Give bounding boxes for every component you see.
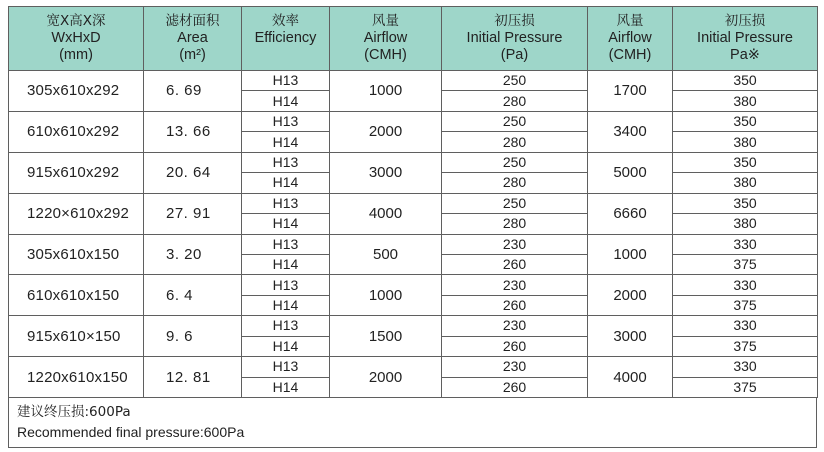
airflow-1-cell: 500 [330, 234, 442, 275]
table-body [9, 71, 818, 398]
airflow-1-cell: 2000 [330, 357, 442, 398]
header-initial-pressure-2 [673, 7, 818, 71]
pressure-1-cell: 280 [442, 214, 588, 234]
size-cell: 1220x610x150 [9, 357, 144, 398]
header-line: Airflow [608, 30, 652, 46]
pressure-2-cell: 375 [673, 336, 818, 356]
size-cell: 915x610×150 [9, 316, 144, 357]
airflow-2-cell: 4000 [588, 357, 673, 398]
size-cell: 305x610x292 [9, 71, 144, 112]
header-line: Initial Pressure [466, 30, 563, 46]
pressure-1-cell: 230 [442, 316, 588, 336]
header-line: (Pa) [500, 47, 529, 63]
efficiency-cell: H13 [242, 357, 330, 377]
airflow-2-cell: 5000 [588, 152, 673, 193]
efficiency-cell: H13 [242, 316, 330, 336]
pressure-1-cell: 230 [442, 357, 588, 377]
pressure-1-cell: 280 [442, 132, 588, 152]
header-efficiency [242, 7, 330, 71]
size-cell: 610x610x292 [9, 111, 144, 152]
size-cell: 610x610x150 [9, 275, 144, 316]
airflow-2-cell: 1700 [588, 71, 673, 112]
pressure-2-cell: 330 [673, 275, 818, 295]
header-line: (mm) [59, 47, 93, 63]
header-area [144, 7, 242, 71]
pressure-1-cell: 250 [442, 111, 588, 131]
pressure-2-cell: 380 [673, 173, 818, 193]
header-line: (CMH) [364, 47, 407, 63]
pressure-2-cell: 350 [673, 111, 818, 131]
header-line: 效率 [272, 13, 299, 29]
footnote-english: Recommended final pressure:600Pa [17, 424, 245, 440]
header-line: (m²) [179, 47, 206, 63]
airflow-2-cell: 1000 [588, 234, 673, 275]
pressure-1-cell: 230 [442, 275, 588, 295]
pressure-2-cell: 380 [673, 214, 818, 234]
pressure-1-cell: 260 [442, 295, 588, 315]
efficiency-cell: H14 [242, 295, 330, 315]
efficiency-cell: H14 [242, 91, 330, 111]
header-line: 滤材面积 [165, 13, 220, 29]
airflow-1-cell: 4000 [330, 193, 442, 234]
efficiency-cell: H13 [242, 193, 330, 213]
efficiency-cell: H13 [242, 152, 330, 172]
pressure-2-cell: 330 [673, 357, 818, 377]
pressure-1-cell: 250 [442, 193, 588, 213]
area-cell: 6. 69 [144, 71, 242, 112]
area-cell: 12. 81 [144, 357, 242, 398]
airflow-2-cell: 6660 [588, 193, 673, 234]
footnote-chinese: 建议终压损:600Pa [17, 404, 131, 420]
pressure-2-cell: 330 [673, 316, 818, 336]
airflow-1-cell: 3000 [330, 152, 442, 193]
efficiency-cell: H13 [242, 71, 330, 91]
header-size [9, 7, 144, 71]
pressure-2-cell: 380 [673, 91, 818, 111]
header-row [9, 7, 818, 71]
table-row [9, 357, 818, 377]
efficiency-cell: H14 [242, 254, 330, 274]
pressure-2-cell: 330 [673, 234, 818, 254]
table-row [9, 275, 818, 295]
table-row [9, 152, 818, 172]
table-row [9, 234, 818, 254]
area-cell: 3. 20 [144, 234, 242, 275]
efficiency-cell: H13 [242, 234, 330, 254]
header-line: 风量 [616, 13, 644, 29]
header-line [242, 47, 329, 64]
pressure-2-cell: 375 [673, 254, 818, 274]
efficiency-cell: H14 [242, 132, 330, 152]
airflow-2-cell: 3000 [588, 316, 673, 357]
table-row [9, 71, 818, 91]
pressure-1-cell: 280 [442, 173, 588, 193]
area-cell: 13. 66 [144, 111, 242, 152]
table-row [9, 316, 818, 336]
header-line: Airflow [363, 30, 408, 46]
pressure-1-cell: 250 [442, 152, 588, 172]
filter-spec-table [8, 6, 818, 398]
header-line: 宽X高X深 [46, 13, 106, 29]
efficiency-cell: H14 [242, 377, 330, 397]
pressure-1-cell: 260 [442, 336, 588, 356]
pressure-2-cell: 350 [673, 152, 818, 172]
header-line: (CMH) [608, 47, 652, 63]
pressure-1-cell: 260 [442, 377, 588, 397]
pressure-2-cell: 380 [673, 132, 818, 152]
header-line: 初压损 [724, 13, 766, 29]
airflow-1-cell: 1000 [330, 275, 442, 316]
area-cell: 9. 6 [144, 316, 242, 357]
size-cell: 1220×610x292 [9, 193, 144, 234]
pressure-1-cell: 230 [442, 234, 588, 254]
pressure-2-cell: 350 [673, 193, 818, 213]
airflow-1-cell: 2000 [330, 111, 442, 152]
header-line: Efficiency [254, 30, 317, 46]
header-line: Area [177, 30, 208, 46]
table-row [9, 193, 818, 213]
table-row [9, 111, 818, 131]
size-cell: 305x610x150 [9, 234, 144, 275]
airflow-1-cell: 1500 [330, 316, 442, 357]
efficiency-cell: H14 [242, 214, 330, 234]
airflow-2-cell: 3400 [588, 111, 673, 152]
efficiency-cell: H14 [242, 336, 330, 356]
header-line: WxHxD [51, 30, 101, 46]
table-header [9, 7, 818, 71]
header-line: Initial Pressure [697, 30, 793, 46]
airflow-2-cell: 2000 [588, 275, 673, 316]
size-cell: 915x610x292 [9, 152, 144, 193]
area-cell: 20. 64 [144, 152, 242, 193]
efficiency-cell: H14 [242, 173, 330, 193]
header-airflow-1 [330, 7, 442, 71]
pressure-2-cell: 350 [673, 71, 818, 91]
area-cell: 6. 4 [144, 275, 242, 316]
header-line: Pa※ [730, 47, 760, 63]
header-line: 初压损 [494, 13, 535, 29]
pressure-1-cell: 280 [442, 91, 588, 111]
pressure-2-cell: 375 [673, 295, 818, 315]
area-cell: 27. 91 [144, 193, 242, 234]
footnote [8, 398, 817, 448]
efficiency-cell: H13 [242, 275, 330, 295]
pressure-1-cell: 260 [442, 254, 588, 274]
header-line: 风量 [372, 13, 399, 29]
efficiency-cell: H13 [242, 111, 330, 131]
airflow-1-cell: 1000 [330, 71, 442, 112]
pressure-1-cell: 250 [442, 71, 588, 91]
header-airflow-2 [588, 7, 673, 71]
header-initial-pressure-1 [442, 7, 588, 71]
pressure-2-cell: 375 [673, 377, 818, 397]
